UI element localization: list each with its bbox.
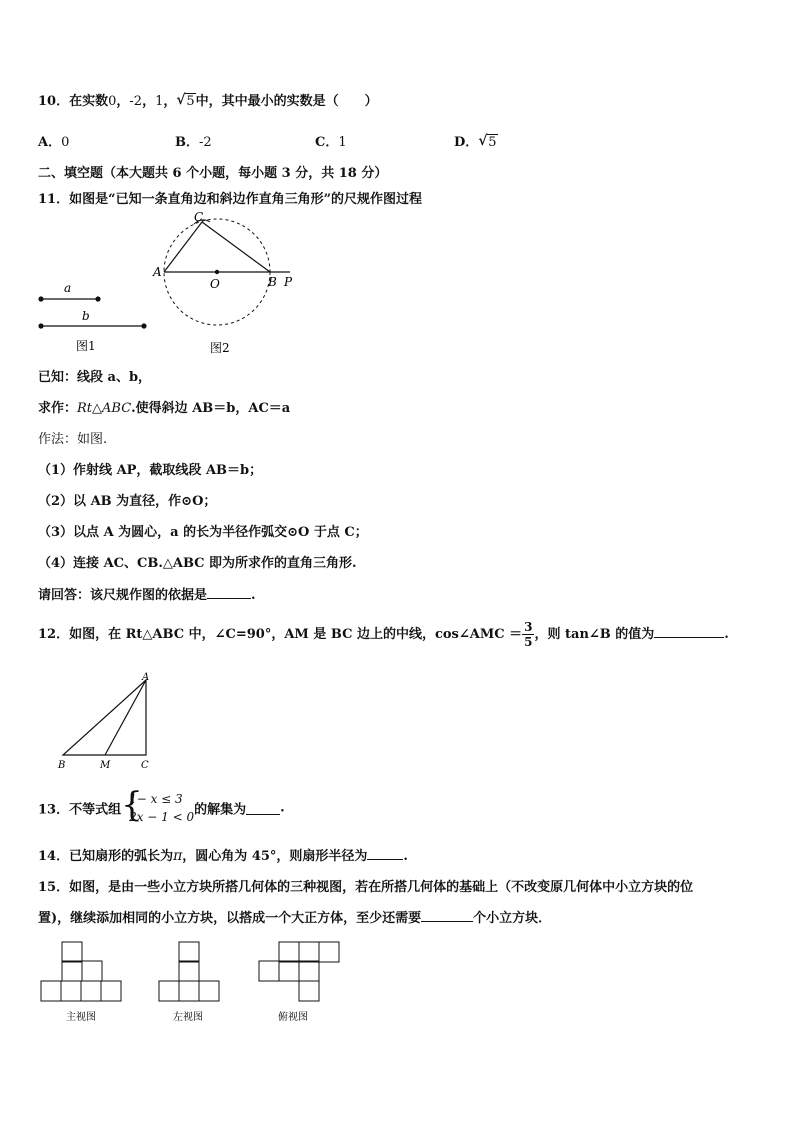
- q15-three-views: [38, 940, 368, 1030]
- inequality-system: { 1− x ≤ 3 2x − 1 < 0: [121, 785, 195, 825]
- q11-answer-blank: [207, 586, 251, 599]
- front-view-caption: 主视图: [66, 1012, 96, 1023]
- q11-figure-1: [30, 280, 160, 355]
- segment-a-end-right: [95, 296, 100, 301]
- q13-stem: 13．不等式组 { 1− x ≤ 3 2x − 1 < 0 的解集为 .: [38, 785, 285, 825]
- left-view: [159, 942, 219, 1001]
- label-c: C: [194, 210, 204, 224]
- q10-stem: 10．在实数0，-2，1， √ 5中，其中最小的实数是（ ）: [38, 92, 378, 109]
- q11-find: 求作：Rt△ABC.使得斜边 AB＝b，AC＝a: [38, 401, 291, 416]
- q11-method: 作法：如图.: [38, 432, 108, 447]
- label-b-point: B: [268, 275, 277, 289]
- q10-option-b: B．-2: [175, 135, 212, 150]
- q15-stem-line2: 置)，继续添加相同的小立方块，以搭成一个大正方体，至少还需要 个小立方块．: [38, 911, 552, 926]
- sqrt-5: √ 5: [176, 92, 195, 109]
- fig2-caption: 图2: [210, 341, 230, 355]
- q12-answer-blank: [654, 625, 724, 638]
- q12-fraction: $\frac{3}{5}$: [524, 620, 533, 649]
- fig1-caption: 图1: [76, 339, 96, 353]
- label-b-q12: B: [58, 760, 66, 771]
- label-m-q12: M: [100, 760, 111, 771]
- top-view-caption: 俯视图: [278, 1012, 308, 1023]
- left-view-caption: 左视图: [173, 1012, 203, 1023]
- q11-step-1: （1）作射线 AP，截取线段 AB＝b；: [38, 463, 263, 478]
- center-o: [215, 270, 219, 274]
- label-b: b: [82, 309, 90, 323]
- q10-option-a: A．0: [38, 135, 70, 150]
- q15-answer-blank: [421, 909, 473, 922]
- q12-stem: 12．如图，在 Rt△ABC 中，∠C=90°，AM 是 BC 边上的中线，cos∠AMC ＝ $\frac{3}{5}$ ，则 tan∠B 的值为 .: [38, 620, 729, 649]
- label-c-q12: C: [141, 760, 149, 771]
- q15-stem-line1: 15．如图，是由一些小立方块所搭几何体的三种视图，若在所搭几何体的基础上（不改变原几何体中小立方块的位: [38, 880, 694, 895]
- segment-ac: [164, 222, 202, 272]
- segment-cb: [202, 222, 270, 272]
- label-o: O: [210, 277, 220, 291]
- triangle-abc: [63, 680, 146, 755]
- segment-b-end-right: [141, 323, 146, 328]
- segment-b-end-left: [38, 323, 43, 328]
- q14-answer-blank: [367, 847, 403, 860]
- q11-figure-2: [150, 208, 310, 358]
- front-view: [41, 942, 121, 1001]
- label-a: a: [64, 281, 72, 295]
- q11-known: 已知：线段 a、b，: [38, 370, 152, 385]
- section-2-title: 二、填空题（本大题共 6 个小题，每小题 3 分，共 18 分）: [38, 166, 388, 181]
- label-a-q12: A: [142, 672, 150, 683]
- top-view: [259, 942, 339, 1001]
- q13-answer-blank: [246, 802, 280, 815]
- q14-stem: 14．已知扇形的弧长为π，圆心角为 45°，则扇形半径为 .: [38, 848, 408, 864]
- label-a-point: A: [153, 265, 162, 279]
- q11-answer-prompt: 请回答：该尺规作图的依据是 .: [38, 588, 256, 603]
- segment-a-end-left: [38, 296, 43, 301]
- median-am: [105, 680, 146, 755]
- label-p: P: [284, 275, 293, 289]
- q11-stem: 11．如图是“已知一条直角边和斜边作直角三角形”的尺规作图过程: [38, 192, 423, 207]
- q11-step-2: （2）以 AB 为直径，作⊙O；: [38, 494, 217, 509]
- q10-option-c: C．1: [315, 135, 347, 150]
- q10-option-d: D． √ 5: [454, 133, 497, 150]
- q12-figure: [52, 672, 162, 772]
- q11-step-3: （3）以点 A 为圆心，a 的长为半径作弧交⊙O 于点 C；: [38, 525, 368, 540]
- q11-step-4: （4）连接 AC、CB.△ABC 即为所求作的直角三角形.: [38, 556, 357, 571]
